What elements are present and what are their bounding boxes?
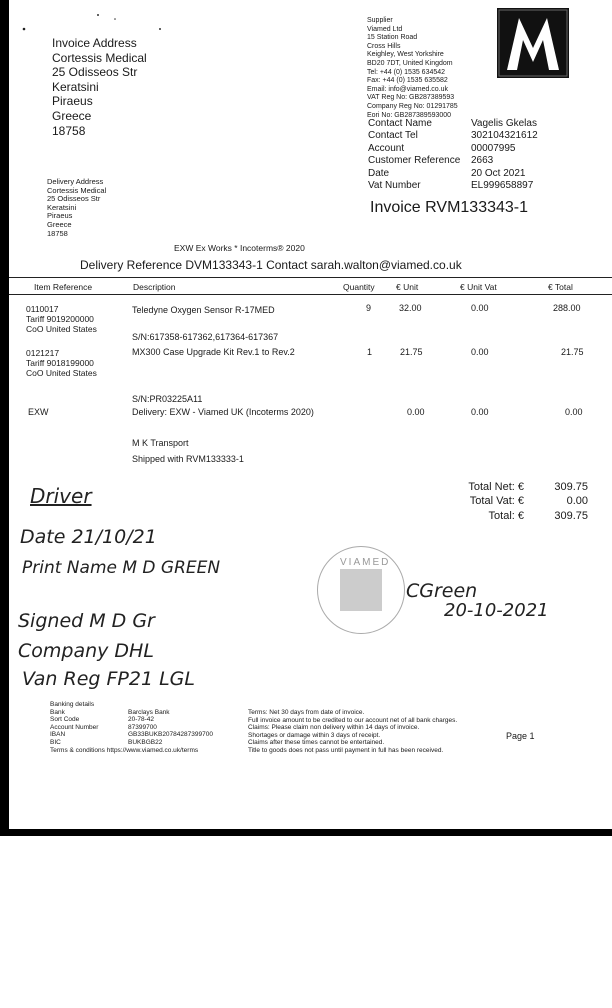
total-net-value: 309.75 [554,481,588,493]
supplier-block [367,17,458,120]
bank-label: BIC [50,738,61,746]
supplier-line: Cross Hills [367,42,401,50]
contact-value: 2663 [471,155,494,167]
handwritten-driver: Driver [30,484,92,508]
supplier-line: Company Reg No: 01291785 [367,102,458,110]
supplier-line: Email: info@viamed.co.uk [367,85,449,93]
invoice-address-line: Keratsini [52,79,99,94]
invoice-address-heading: Invoice Address [52,36,137,50]
contact-label: Customer Reference [368,155,461,167]
terms-conditions-link: Terms & conditions https://www.viamed.co.uk/terms [50,746,199,754]
col-header-total: € Total [548,282,573,292]
contact-details [368,118,538,192]
row-description: Delivery: EXW - Viamed UK (Incoterms 2020) [132,407,314,417]
terms-line: Shortages or damage within 3 days of receipt. [248,731,381,739]
col-header-quantity: Quantity [343,282,375,292]
bank-label: IBAN [50,731,66,739]
table-top-rule [9,277,612,278]
col-header-unit-vat: € Unit Vat [460,282,497,292]
contact-label: Date [368,167,390,179]
transport-carrier: M K Transport [132,438,189,448]
total-net-label: Total Net: € [468,481,524,493]
viamed-stamp [317,546,405,634]
row-unit: 0.00 [407,407,425,417]
terms-block [248,709,457,755]
invoice-address-line: Greece [52,108,92,123]
contact-value: 302104321612 [471,130,538,142]
delivery-reference: Delivery Reference DVM133343-1 Contact sarah.walton@viamed.co.uk [80,258,462,272]
row-unit: 32.00 [399,303,422,313]
bank-label: Bank [50,708,65,716]
invoice-address-line: 18758 [52,123,86,138]
contact-value: Vagelis Gkelas [471,118,537,129]
invoice-address-line: 25 Odisseos Str [52,65,138,80]
country-of-origin: CoO United States [26,368,97,378]
row-total: 21.75 [561,347,584,357]
terms-line: Claims after these times cannot be entertained. [248,739,385,747]
handwritten-date: Date 21/10/21 [20,526,157,548]
receiver-signature: CGreen [406,580,478,602]
row-serial-numbers: S/N:617358-617362,617364-617367 [132,332,279,342]
incoterms-line: EXW Ex Works * Incoterms® 2020 [174,243,305,253]
delivery-address-line: Delivery Address [47,177,104,186]
total-value: 309.75 [554,509,588,522]
delivery-address-line: 18758 [47,228,68,238]
invoice-address-line: Cortessis Medical [52,50,147,65]
stamp-text: VIAMED [340,557,391,568]
bank-value: Barclays Bank [128,708,170,716]
scan-bottom-border [9,829,612,836]
item-reference: EXW [28,407,49,417]
handwritten-print-name: Print Name M D GREEN [22,558,221,578]
row-quantity: 1 [367,347,373,357]
row-description: Teledyne Oxygen Sensor R-17MED [132,305,275,315]
row-total: 0.00 [565,407,583,417]
col-header-item: Item Reference [34,282,93,292]
handwritten-van-reg: Van Reg FP21 LGL [22,668,195,690]
delivery-address-line: Greece [47,219,72,229]
row-unit-vat: 0.00 [471,347,489,357]
tariff-code: Tariff 9019200000 [26,314,94,324]
terms-line: Claims: Please claim non delivery within 14 days of invoice. [248,724,420,732]
supplier-line: Eori No: GB287389593000 [367,111,452,119]
terms-line: Terms: Net 30 days from date of invoice. [248,709,365,716]
totals-block [440,480,588,523]
supplier-line: BD20 7DT, United Kingdom [367,59,453,67]
delivery-address-line: Piraeus [47,211,73,221]
logo-mark-icon [497,8,569,78]
row-unit-vat: 0.00 [471,407,489,417]
bank-value: BUKBGB22 [128,738,163,746]
invoice-address-line: Piraeus [52,94,93,109]
stamp-logo-icon [340,569,382,611]
viamed-logo [497,8,569,78]
item-reference: 0121217 [26,348,60,358]
table-row-ref [26,348,97,378]
country-of-origin: CoO United States [26,324,97,334]
shipped-with: Shipped with RVM133333-1 [132,454,244,464]
row-serial-numbers: S/N:PR03225A11 [132,394,203,404]
handwritten-signed: Signed M D Gr [18,610,155,632]
contact-value: 20 Oct 2021 [471,167,526,179]
table-header-rule [9,294,612,295]
bank-value: 20-78-42 [128,716,155,724]
bank-value: GB33BUKB20784287399700 [128,731,213,739]
invoice-address [52,36,147,138]
terms-line: Title to goods does not pass until payment in full has been received. [248,746,444,754]
supplier-line: Fax: +44 (0) 1535 635582 [367,77,448,85]
supplier-line: 15 Station Road [367,34,418,42]
contact-value: EL999658897 [471,180,534,192]
tariff-code: Tariff 9018199000 [26,358,94,368]
supplier-line: Keighley, West Yorkshire [367,51,444,59]
total-vat-value: 0.00 [566,495,588,508]
bank-label: Sort Code [50,716,80,724]
scan-left-border [0,0,9,836]
row-unit-vat: 0.00 [471,303,489,313]
supplier-line: Supplier [367,17,393,24]
banking-title: Banking details [50,701,95,708]
col-header-unit: € Unit [396,282,419,292]
invoice-title: Invoice RVM133343-1 [370,199,529,216]
supplier-line: Viamed Ltd [367,25,403,33]
handwritten-company: Company DHL [18,640,154,662]
receiver-date: 20-10-2021 [444,600,549,621]
contact-label: Vat Number [368,180,421,192]
delivery-address-line: 25 Odisseos Str [47,194,101,204]
scan-speckles [18,10,178,35]
bank-value: 87399700 [128,723,157,731]
terms-line: Full invoice amount to be credited to our account net of all bank charges. [248,716,458,724]
item-reference: 0110017 [26,304,59,314]
col-header-description: Description [133,282,176,292]
supplier-line: Tel: +44 (0) 1535 634542 [367,68,446,76]
row-total: 288.00 [553,303,581,313]
contact-value: 00007995 [471,142,516,154]
contact-label: Contact Name [368,118,432,129]
delivery-address-line: Cortessis Medical [47,185,107,195]
banking-details [50,701,213,754]
contact-label: Contact Tel [368,130,418,142]
total-vat-label: Total Vat: € [469,495,524,508]
page-number: Page 1 [506,731,535,741]
bank-label: Account Number [50,723,99,731]
row-quantity: 9 [366,303,372,313]
table-row-ref [26,304,97,334]
delivery-address-line: Keratsini [47,202,77,212]
row-description: MX300 Case Upgrade Kit Rev.1 to Rev.2 [132,347,295,357]
delivery-address [47,178,106,238]
supplier-line: VAT Reg No: GB287389593 [367,94,455,102]
total-label: Total: € [488,509,524,522]
row-unit: 21.75 [400,347,423,357]
contact-label: Account [368,142,405,154]
